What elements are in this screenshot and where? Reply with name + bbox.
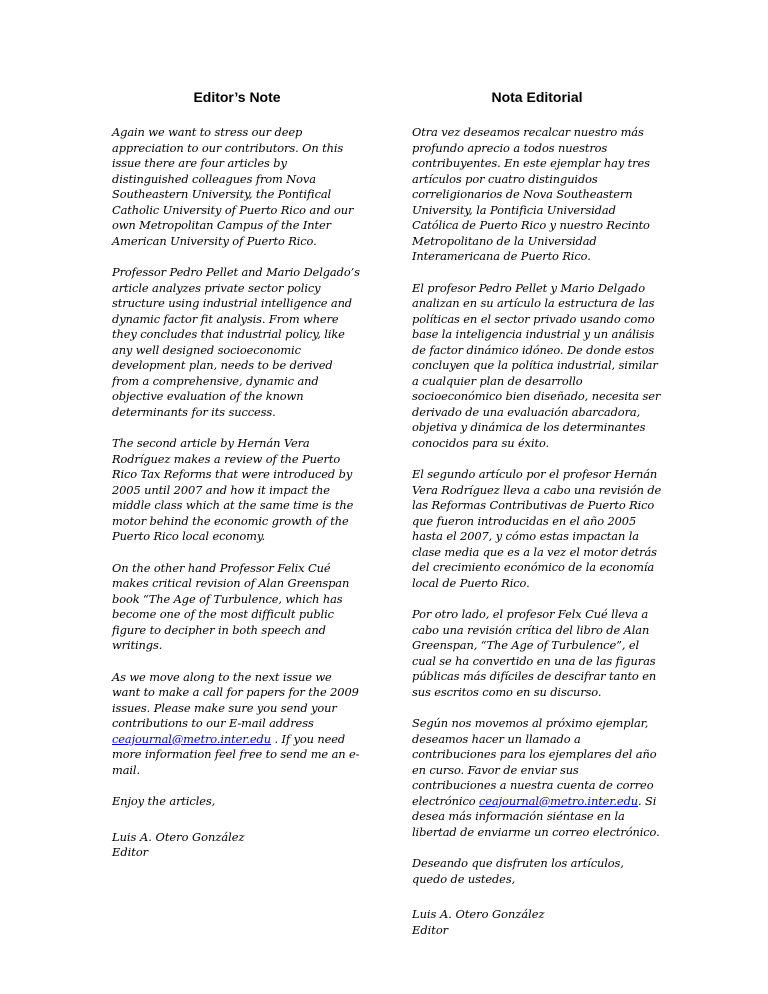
signature-name-es: Luis A. Otero González xyxy=(412,907,545,921)
cue-paragraph: On the other hand Professor Felix Cué makes critical revision of Alan Greenspan book “The Age of Turbulence, which has become one of the most difficult public figure to decipher in both speech and writings. xyxy=(112,560,350,652)
vera-rodriguez-paragraph: The second article by Hernán Vera Rodríguez makes a review of the Puerto Rico Tax Reforms that were introduced by 2005 until 2007 and how it impact the middle class which at the same time is the motor behind the economic growth of the Puerto Rico local economy. xyxy=(112,436,354,543)
closing-text: Enjoy the articles, xyxy=(112,794,216,808)
signature-name: Luis A. Otero González xyxy=(112,829,245,844)
pellet-delgado-paragraph-es: El profesor Pedro Pellet y Mario Delgado analizan en su artículo la estructura de las políticas en el sector privado usando como base la inteligencia industrial y un análisis de factor dinámico idóneo. De donde estos concluyen que la política industrial, similar a cualquier plan de desarrollo socioeconómico bien diseñado, necesita ser derivado de una evaluación abarcadora, objetiva y dinámica de los determinantes conocidos para su éxito. xyxy=(412,280,661,450)
call-text-before: As we move along to the next issue we want to make a call for papers for the 2009 issues. Please make sure you send your contributions to our E-mail address xyxy=(112,669,359,730)
pellet-delgado-paragraph: Professor Pedro Pellet and Mario Delgado’s article analyzes private sector policy structure using industrial intelligence and dynamic factor fit analysis. From where they concludes that industrial policy, like any well designed socioeconomic development plan, needs to be derived from a comprehensive, dynamic and objective evaluation of the known determinants for its success. xyxy=(112,265,360,419)
spanish-column xyxy=(412,88,662,938)
nota-editorial-title: Nota Editorial xyxy=(491,89,583,105)
call-text-after-es: . Si desea más información siéntase en la libertad de enviarme un correo electrónico. xyxy=(412,793,660,839)
call-for-papers-paragraph-es xyxy=(412,716,662,840)
call-text-after: . If you need more information feel free to send me an e-mail. xyxy=(112,731,360,777)
call-for-papers-paragraph xyxy=(112,670,362,779)
intro-paragraph: Again we want to stress our deep appreciation to our contributors. On this issue there are four articles by distinguished colleagues from Nova Southeastern University, the Pontifical Catholic University of Puerto Rico and our own Metropolitan Campus of the Inter American University of Puerto Rico. xyxy=(112,125,354,248)
signature-role: Editor xyxy=(112,845,149,859)
vera-rodriguez-paragraph-es: El segundo artículo por el profesor Hernán Vera Rodríguez lleva a cabo una revisión de las Reformas Contributivas de Puerto Rico que fueron introducidas en el año 2005 hasta el 2007, y cómo estas impactan la clase media que es a la vez el motor detrás del crecimiento económico de la economía local de Puerto Rico. xyxy=(412,467,662,590)
intro-paragraph-es: Otra vez deseamos recalcar nuestro más profundo aprecio a todos nuestros contribuyentes. En este ejemplar hay tres artículos por cuatro distinguidos correligionarios de Nova Southeastern University, la Pontificia Universidad Católica de Puerto Rico y nuestro Recinto Metropolitano de la Universidad Interamericana de Puerto Rico. xyxy=(412,125,650,263)
call-text-before-es: Según nos movemos al próximo ejemplar, deseamos hacer un llamado a contribuciones para los ejemplares del año en curso. Favor de enviar sus contribuciones a nuestra cuenta de correo electrónico xyxy=(412,716,657,808)
cue-paragraph-es: Por otro lado, el profesor Felx Cué lleva a cabo una revisión crítica del libro de Alan Greenspan, “The Age of Turbulence”, el cual se ha convertido en una de las figuras públicas más difíciles de descifrar tanto en sus escritos como en su discurso. xyxy=(412,607,657,699)
signature-role-es: Editor xyxy=(412,922,449,937)
editors-note-title: Editor’s Note xyxy=(193,89,281,105)
signature-block xyxy=(112,830,362,861)
email-link-es[interactable]: ceajournal@metro.inter.edu xyxy=(479,793,638,808)
english-column xyxy=(112,88,362,861)
email-link[interactable]: ceajournal@metro.inter.edu xyxy=(112,731,271,746)
signature-block-es xyxy=(412,907,662,938)
closing-text-es: Deseando que disfruten los artículos, quedo de ustedes, xyxy=(412,856,624,886)
